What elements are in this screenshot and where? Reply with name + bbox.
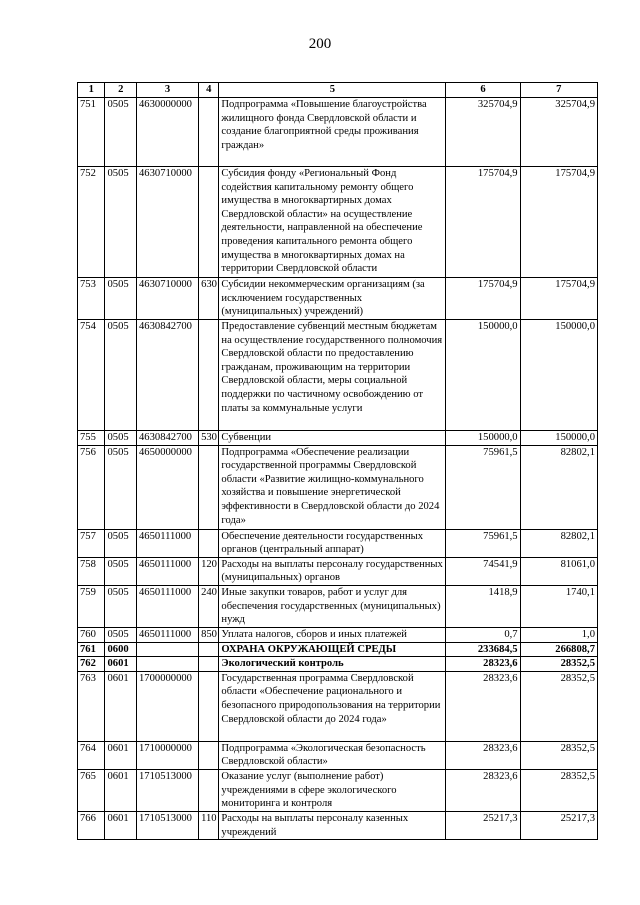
expense-type-code: [199, 98, 219, 167]
expense-type-code: [199, 642, 219, 657]
amount-year-1: 28323,6: [446, 741, 520, 769]
table-row: [78, 98, 598, 167]
target-article-code: 4650000000: [137, 445, 199, 529]
section-code: 0505: [105, 529, 137, 557]
expense-type-code: [199, 445, 219, 529]
expense-type-code: [199, 657, 219, 672]
target-article-code: 4650111000: [137, 529, 199, 557]
table-row: [78, 627, 598, 642]
expense-type-code: 120: [199, 557, 219, 585]
amount-year-2: 325704,9: [520, 98, 597, 167]
target-article-code: 1710513000: [137, 811, 199, 839]
amount-year-2: 28352,5: [520, 657, 597, 672]
section-code: 0601: [105, 811, 137, 839]
amount-year-2: 28352,5: [520, 671, 597, 741]
amount-year-1: 233684,5: [446, 642, 520, 657]
row-number: 764: [78, 741, 105, 769]
column-header: 1: [78, 83, 105, 98]
amount-year-2: 82802,1: [520, 529, 597, 557]
section-code: 0601: [105, 741, 137, 769]
amount-year-1: 1418,9: [446, 585, 520, 627]
table-row: [78, 278, 598, 320]
target-article-code: [137, 657, 199, 672]
target-article-code: 1700000000: [137, 671, 199, 741]
section-code: 0600: [105, 642, 137, 657]
item-name: Уплата налогов, сборов и иных платежей: [219, 627, 446, 642]
amount-year-2: 150000,0: [520, 320, 597, 431]
expense-type-code: 240: [199, 585, 219, 627]
target-article-code: 1710513000: [137, 769, 199, 811]
target-article-code: 4650111000: [137, 627, 199, 642]
amount-year-1: 150000,0: [446, 431, 520, 446]
page-number: 200: [308, 36, 332, 52]
expense-type-code: 630: [199, 278, 219, 320]
table-row: [78, 811, 598, 839]
section-code: 0505: [105, 98, 137, 167]
amount-year-1: 25217,3: [446, 811, 520, 839]
amount-year-2: 25217,3: [520, 811, 597, 839]
column-header: 3: [137, 83, 199, 98]
expense-type-code: [199, 529, 219, 557]
row-number: 763: [78, 671, 105, 741]
amount-year-2: 81061,0: [520, 557, 597, 585]
section-code: 0505: [105, 585, 137, 627]
row-number: 751: [78, 98, 105, 167]
amount-year-1: 75961,5: [446, 445, 520, 529]
item-name: Предоставление субвенций местным бюджетам на осуществление государственного полномочия Свердловской области по предоставлению гражданам, проживающим на территории Свердловской области, меры социальной поддержки по частичному освобождению от платы за коммунальные услуги: [219, 320, 446, 431]
expense-type-code: [199, 769, 219, 811]
section-code: 0505: [105, 431, 137, 446]
item-name: Субвенции: [219, 431, 446, 446]
section-code: 0505: [105, 445, 137, 529]
amount-year-2: 28352,5: [520, 769, 597, 811]
table-row: [78, 642, 598, 657]
expense-type-code: 110: [199, 811, 219, 839]
table-header-row: [78, 83, 598, 98]
expense-type-code: [199, 320, 219, 431]
row-number: 754: [78, 320, 105, 431]
item-name: Иные закупки товаров, работ и услуг для обеспечения государственных (муниципальных) нужд: [219, 585, 446, 627]
amount-year-2: 266808,7: [520, 642, 597, 657]
column-header: 6: [446, 83, 520, 98]
budget-table: [77, 82, 598, 840]
row-number: 758: [78, 557, 105, 585]
column-header: 7: [520, 83, 597, 98]
section-code: 0505: [105, 278, 137, 320]
item-name: Субсидия фонду «Региональный Фонд содействия капитальному ремонту общего имущества в многоквартирных домах Свердловской области» на осуществление деятельности, направленной на обеспечение проведения капитального ремонта общего имущества в многоквартирных домах на территории Свердловской области: [219, 167, 446, 278]
item-name: Подпрограмма «Обеспечение реализации государственной программы Свердловской области «Развитие жилищно-коммунального хозяйства и повышение энергетической эффективности в Свердловской области до 2024 года»: [219, 445, 446, 529]
amount-year-1: 175704,9: [446, 167, 520, 278]
amount-year-2: 175704,9: [520, 167, 597, 278]
expense-type-code: 850: [199, 627, 219, 642]
target-article-code: 4630842700: [137, 320, 199, 431]
target-article-code: [137, 642, 199, 657]
target-article-code: 4630842700: [137, 431, 199, 446]
row-number: 752: [78, 167, 105, 278]
item-name: Государственная программа Свердловской области «Обеспечение рационального и безопасного природопользования на территории Свердловской области до 2024 года»: [219, 671, 446, 741]
target-article-code: 1710000000: [137, 741, 199, 769]
table-row: [78, 557, 598, 585]
item-name: Субсидии некоммерческим организациям (за исключением государственных (муниципальных) учреждений): [219, 278, 446, 320]
table-row: [78, 671, 598, 741]
expense-type-code: 530: [199, 431, 219, 446]
target-article-code: 4630710000: [137, 167, 199, 278]
row-number: 757: [78, 529, 105, 557]
amount-year-1: 150000,0: [446, 320, 520, 431]
row-number: 755: [78, 431, 105, 446]
item-name: ОХРАНА ОКРУЖАЮЩЕЙ СРЕДЫ: [219, 642, 446, 657]
section-code: 0505: [105, 557, 137, 585]
row-number: 753: [78, 278, 105, 320]
item-name: Расходы на выплаты персоналу государственных (муниципальных) органов: [219, 557, 446, 585]
amount-year-1: 175704,9: [446, 278, 520, 320]
section-code: 0505: [105, 320, 137, 431]
amount-year-1: 75961,5: [446, 529, 520, 557]
row-number: 766: [78, 811, 105, 839]
item-name: Оказание услуг (выполнение работ) учреждениями в сфере экологического мониторинга и контроля: [219, 769, 446, 811]
table-row: [78, 529, 598, 557]
amount-year-1: 0,7: [446, 627, 520, 642]
expense-type-code: [199, 671, 219, 741]
table-row: [78, 167, 598, 278]
row-number: 759: [78, 585, 105, 627]
section-code: 0601: [105, 657, 137, 672]
table-row: [78, 445, 598, 529]
amount-year-2: 1,0: [520, 627, 597, 642]
table-row: [78, 431, 598, 446]
expense-type-code: [199, 167, 219, 278]
amount-year-2: 82802,1: [520, 445, 597, 529]
column-header: 4: [199, 83, 219, 98]
target-article-code: 4650111000: [137, 557, 199, 585]
section-code: 0505: [105, 627, 137, 642]
table-row: [78, 585, 598, 627]
column-header: 2: [105, 83, 137, 98]
amount-year-1: 28323,6: [446, 769, 520, 811]
item-name: Подпрограмма «Экологическая безопасность Свердловской области»: [219, 741, 446, 769]
item-name: Экологический контроль: [219, 657, 446, 672]
target-article-code: 4630000000: [137, 98, 199, 167]
column-header: 5: [219, 83, 446, 98]
row-number: 762: [78, 657, 105, 672]
table-row: [78, 657, 598, 672]
table-row: [78, 741, 598, 769]
item-name: Подпрограмма «Повышение благоустройства жилищного фонда Свердловской области и создание благоприятной среды проживания граждан»: [219, 98, 446, 167]
amount-year-1: 28323,6: [446, 657, 520, 672]
item-name: Обеспечение деятельности государственных органов (центральный аппарат): [219, 529, 446, 557]
amount-year-1: 325704,9: [446, 98, 520, 167]
amount-year-2: 150000,0: [520, 431, 597, 446]
amount-year-2: 1740,1: [520, 585, 597, 627]
row-number: 756: [78, 445, 105, 529]
section-code: 0601: [105, 769, 137, 811]
target-article-code: 4650111000: [137, 585, 199, 627]
table-row: [78, 769, 598, 811]
item-name: Расходы на выплаты персоналу казенных учреждений: [219, 811, 446, 839]
target-article-code: 4630710000: [137, 278, 199, 320]
row-number: 760: [78, 627, 105, 642]
amount-year-2: 28352,5: [520, 741, 597, 769]
amount-year-1: 28323,6: [446, 671, 520, 741]
row-number: 761: [78, 642, 105, 657]
expense-type-code: [199, 741, 219, 769]
section-code: 0601: [105, 671, 137, 741]
row-number: 765: [78, 769, 105, 811]
amount-year-1: 74541,9: [446, 557, 520, 585]
section-code: 0505: [105, 167, 137, 278]
table-row: [78, 320, 598, 431]
amount-year-2: 175704,9: [520, 278, 597, 320]
